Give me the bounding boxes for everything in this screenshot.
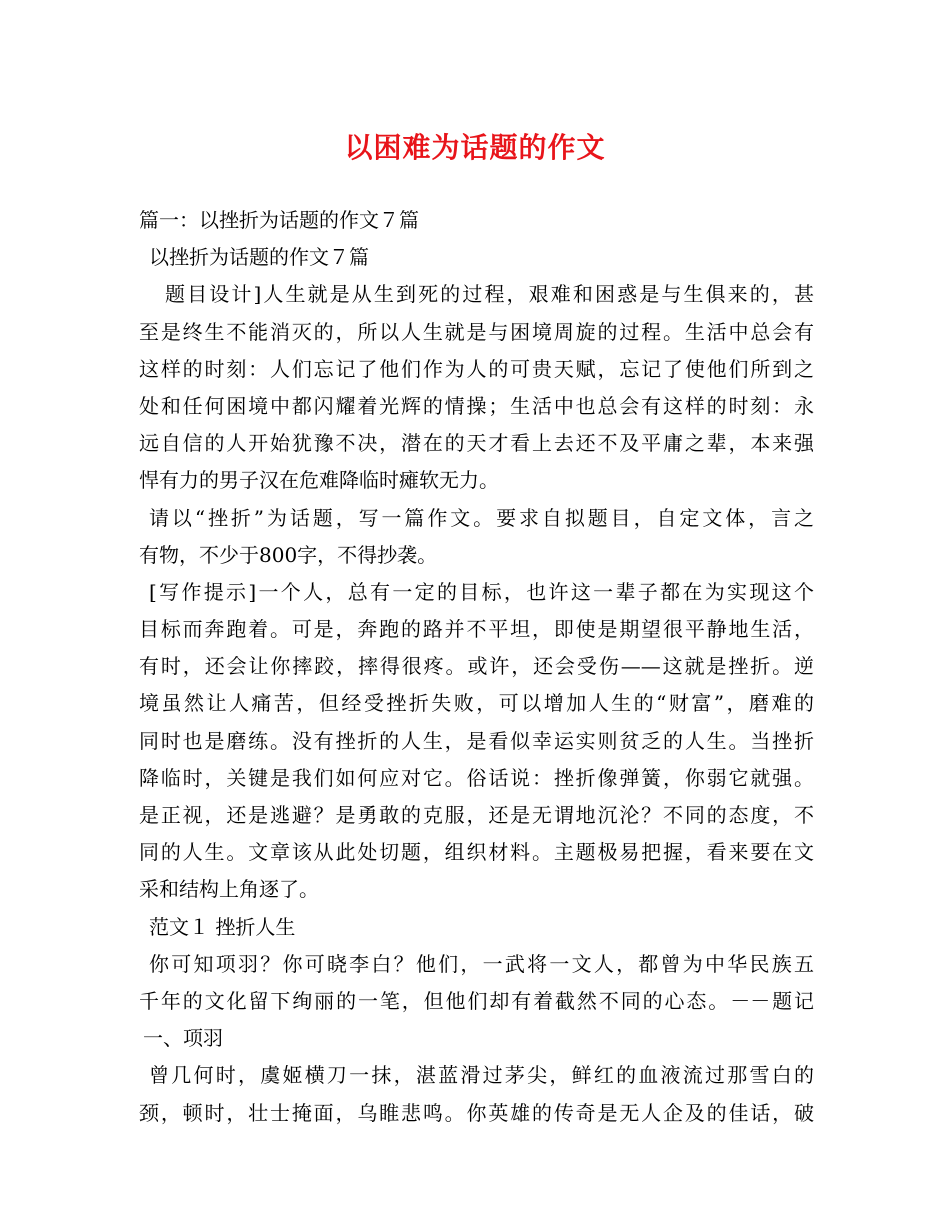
text-line: 同的人生。文章该从此处切题，组织材料。主题极易把握，看来要在文 [139,840,814,865]
document-body [139,202,814,1132]
text-line: 你可知项羽？你可晓李白？他们，一武将一文人，都曾为中华民族五 [149,951,814,976]
text-line: 同时也是磨练。没有挫折的人生，是看似幸运实则贫乏的人生。当挫折 [139,728,814,753]
text-line: 有物，不少于800字，不得抄袭。 [139,542,438,567]
text-line: 是正视，还是逃避？是勇敢的克服，还是无谓地沉沦？不同的态度，不 [139,803,814,827]
text-line: 这样的时刻：人们忘记了他们作为人的可贵天赋，忘记了使他们所到之 [139,356,814,381]
text-line: 降临时，关键是我们如何应对它。俗话说：挫折像弹簧，你弱它就强。 [139,765,814,790]
text-line: 曾几何时，虞姬横刀一抹，湛蓝滑过茅尖，鲜红的血液流过那雪白的 [149,1063,814,1088]
text-line-essay-heading: 范文１ 挫折人生 [149,914,296,939]
text-line: 题目设计]人生就是从生到死的过程，艰难和困惑是与生俱来的，甚 [165,282,814,307]
document-title: 以困难为话题的作文 [344,131,606,164]
text-line: 境虽然让人痛苦，但经受挫折失败，可以增加人生的“财富”，磨难的 [139,691,814,716]
text-line: 请以“挫折”为话题，写一篇作文。要求自拟题目，自定文体，言之 [149,505,814,530]
text-line: 远自信的人开始犹豫不决，潜在的天才看上去还不及平庸之辈，本来强 [139,431,814,456]
text-line: 目标而奔跑着。可是，奔跑的路并不平坦，即使是期望很平静地生活， [139,617,814,642]
text-line: 采和结构上角逐了。 [139,877,319,902]
text-line: 处和任何困境中都闪耀着光辉的情操；生活中也总会有这样的时刻：永 [139,393,814,418]
text-line: [写作提示]一个人，总有一定的目标，也许这一辈子都在为实现这个 [149,579,814,604]
text-line-subheading: 以挫折为话题的作文７篇 [149,245,369,270]
text-line-section-heading: 篇一：以挫折为话题的作文７篇 [139,208,419,232]
text-line: 有时，还会让你摔跤，摔得很疼。或许，还会受伤——这就是挫折。逆 [139,654,814,679]
text-line: 颈，顿时，壮士掩面，乌睢悲鸣。你英雄的传奇是无人企及的佳话，破 [139,1100,814,1125]
text-line-subsection-heading: 一、项羽 [143,1026,223,1051]
text-line: 千年的文化留下绚丽的一笔，但他们却有着截然不同的心态。－－题记 [139,988,814,1013]
text-line: 悍有力的男子汉在危难降临时瘫软无力。 [139,468,499,493]
text-line: 至是终生不能消灭的，所以人生就是与困境周旋的过程。生活中总会有 [139,319,814,344]
